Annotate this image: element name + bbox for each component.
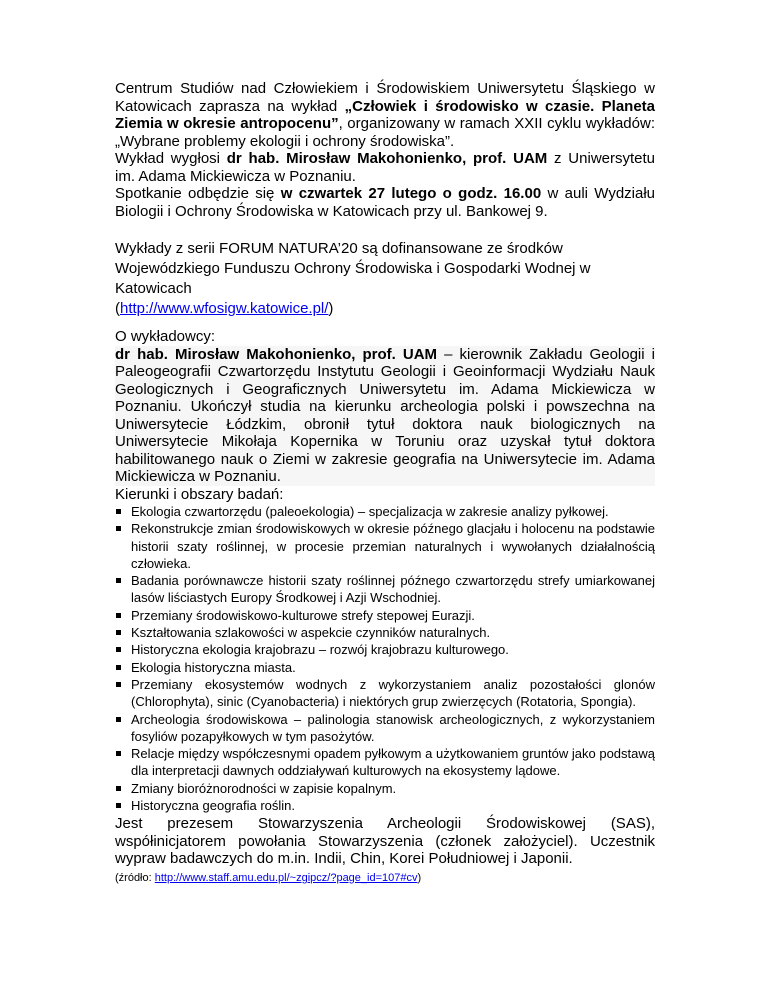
research-list xyxy=(115,503,655,814)
research-item: Ekologia czwartorzędu (paleoekologia) – specjalizacja w zakresie analizy pyłkowej. xyxy=(115,503,655,520)
source-line xyxy=(115,871,655,885)
closing-paragraph: Jest prezesem Stowarzyszenia Archeologii Środowiskowej (SAS), współinicjatorem powołania Stowarzyszenia (członek założyciel). Uczestnik wypraw badawczych do m.in. Indii, Chin, Korei Południowej i Japonii. xyxy=(115,815,655,868)
speaker-intro: Wykład wygłosi xyxy=(115,150,227,167)
document-page xyxy=(115,80,655,885)
funding-link[interactable]: http://www.wfosigw.katowice.pl/ xyxy=(120,300,329,317)
source-link[interactable]: http://www.staff.amu.edu.pl/~zgipcz/?page_id=107#cv xyxy=(154,871,418,884)
research-item: Historyczna geografia roślin. xyxy=(115,797,655,814)
research-item: Badania porównawcze historii szaty roślinnej późnego czwartorzędu strefy umiarkowanej lasów liściastych Europy Środkowej i Azji Wschodniej. xyxy=(115,572,655,607)
source-label: (źródło: xyxy=(115,871,155,884)
research-item: Archeologia środowiskowa – palinologia stanowisk archeologicznych, z wykorzystaniem fosyliów pozapyłkowych w tym pasożytów. xyxy=(115,711,655,746)
funding-text: Wykłady z serii FORUM NATURA’20 są dofinansowane ze środków Wojewódzkiego Funduszu Ochrony Środowiska i Gospodarki Wodnej w Katowicach xyxy=(115,240,591,297)
lecturer-name: dr hab. Mirosław Makohonienko, prof. UAM xyxy=(115,345,438,363)
lecture-title: „Człowiek i środowisko w czasie. Planeta Ziemia w okresie antropocenu” xyxy=(115,97,656,132)
funding-paragraph: Wykłady z serii FORUM NATURA’20 są dofinansowane ze środków Wojewódzkiego Funduszu Ochrony Środowiska i Gospodarki Wodnej w Katowicach (http://www.wfosigw.katowice.pl/) xyxy=(115,240,591,317)
speaker-paragraph xyxy=(115,150,655,185)
speaker-name: dr hab. Mirosław Makohonienko, prof. UAM xyxy=(226,150,548,167)
announcement-text-cont: , organizowany w ramach XXII cyklu wykładów: „Wybrane problemy ekologii i ochrony środowiska”. xyxy=(115,115,655,150)
event-date: w czwartek 27 lutego o godz. 16.00 xyxy=(280,185,542,202)
research-item: Zmiany bioróżnorodności w zapisie kopalnym. xyxy=(115,780,655,797)
event-location: w auli Wydziału Biologii i Ochrony Środowiska w Katowicach przy ul. Bankowej 9. xyxy=(115,185,656,220)
bio-paragraph xyxy=(115,346,655,486)
research-item: Przemiany środowiskowo-kulturowe strefy stepowej Eurazji. xyxy=(115,607,655,624)
date-paragraph xyxy=(115,185,655,220)
research-item: Kształtowania szlakowości w aspekcie czynników naturalnych. xyxy=(115,624,655,641)
lecturer-bio: – kierownik Zakładu Geologii i Paleogeografii Czwartorzędu Instytutu Geologii i Geoinformacji Wydziału Nauk Geologicznych i Geograficznych Uniwersytetu im. Adama Mickiewicza w Poznaniu. Ukończył studia na kierunku archeologia polski i powszechna na Uniwersytecie Łódzkim, obronił tytuł doktora nauk biologicznych na Uniwersytecie Mikołaja Kopernika w Toruniu oraz uzyskał tytuł doktora habilitowanego nauk o Ziemi w zakresie geografia na Uniwersytecie im. Adama Mickiewicza w Poznaniu. xyxy=(115,345,656,485)
announcement-paragraph xyxy=(115,80,655,150)
research-item: Relacje między współczesnymi opadem pyłkowym a użytkowaniem gruntów jako podstawą dla interpretacji dawnych oddziaływań kulturowych na ekosystemy lądowe. xyxy=(115,745,655,780)
research-item: Ekologia historyczna miasta. xyxy=(115,659,655,676)
speaker-affiliation: z Uniwersytetu im. Adama Mickiewicza w Poznaniu. xyxy=(115,150,656,185)
research-item: Przemiany ekosystemów wodnych z wykorzystaniem analiz pozostałości glonów (Chlorophyta), sinic (Cyanobacteria) i niektórych grup zwierzęcych (Rotatoria, Spongia). xyxy=(115,676,655,711)
about-heading: O wykładowcy: xyxy=(115,328,216,345)
date-intro: Spotkanie odbędzie się xyxy=(115,185,281,202)
research-item: Rekonstrukcje zmian środowiskowych w okresie późnego glacjału i holocenu na podstawie historii szaty roślinnej, w procesie przemian naturalnych i wywołanych działalnością człowieka. xyxy=(115,520,655,572)
research-item: Historyczna ekologia krajobrazu – rozwój krajobrazu kulturowego. xyxy=(115,641,655,658)
source-close: ) xyxy=(417,871,422,884)
research-heading: Kierunki i obszary badań: xyxy=(115,485,284,503)
announcement-text: Centrum Studiów nad Człowiekiem i Środowiskiem Uniwersytetu Śląskiego w Katowicach zaprasza na wykład xyxy=(115,80,655,115)
